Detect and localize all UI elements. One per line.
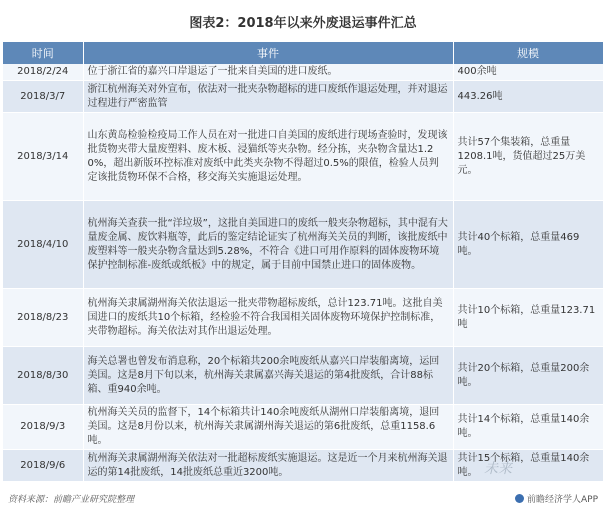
table-header-row — [3, 42, 603, 64]
cell-scale: 共计14个标箱，总重量140余吨。 — [453, 405, 603, 450]
table-row — [3, 113, 603, 201]
table-row — [3, 289, 603, 347]
cell-scale: 共计57个集装箱，总重量1208.1吨，货值超过25万美元。 — [453, 113, 603, 201]
cell-date: 2018/8/30 — [3, 347, 83, 405]
cell-scale: 443.26吨 — [453, 81, 603, 113]
table-row — [3, 450, 603, 482]
cell-date: 2018/4/10 — [3, 201, 83, 289]
header-date: 时间 — [3, 42, 83, 64]
cell-event: 杭州海关查获一批“洋垃圾”，这批自美国进口的废纸一般夹杂物超标，其中混有大量废金属、废饮料瓶等，此后的鉴定结论证实了杭州海关关员的判断，该批废纸中废塑料等一般夹杂物含量达到5.28%，不符合《进口可用作原料的固体废物环境保护控制标准-废纸或纸板》中的规定，属于目前中国禁止进口的固体废物。 — [83, 201, 453, 289]
cell-event: 杭州海关隶属湖州海关依法对一批超标废纸实施退运。这是近一个月来杭州海关退运的第14批废纸，14批废纸总重近3200吨。 — [83, 450, 453, 482]
brand-label: 前瞻经济学人APP — [526, 495, 598, 505]
watermark-logo: 未来 — [484, 461, 512, 477]
cell-date: 2018/3/7 — [3, 81, 83, 113]
source-note: 资料来源：前瞻产业研究院整理 — [8, 495, 135, 505]
cell-event: 海关总署也曾发布消息称，20个标箱共200余吨废纸从嘉兴口岸装船离境，运回美国。这是8月下旬以来，杭州海关隶属嘉兴海关退运的第4批废纸，合计88标箱、重940余吨。 — [83, 347, 453, 405]
table-row — [3, 64, 603, 81]
brand-logo-icon — [515, 494, 524, 503]
cell-date: 2018/3/14 — [3, 113, 83, 201]
cell-scale: 共计15个标箱，总重量140余吨。 — [453, 450, 603, 482]
table-row — [3, 201, 603, 289]
cell-event: 浙江杭州海关对外宣布，依法对一批夹杂物超标的进口废纸作退运处理，并对退运过程进行严密监管 — [83, 81, 453, 113]
cell-event: 杭州海关隶属湖州海关依法退运一批夹带物超标废纸，总计123.71吨。这批自美国进口的废纸共10个标箱，经检验不符合我国相关固体废物环境保护控制标准，夹带物超标。海关依法对其作出退运处理。 — [83, 289, 453, 347]
cell-scale: 400余吨 — [453, 64, 603, 81]
cell-date: 2018/9/6 — [3, 450, 83, 482]
brand-credit — [515, 492, 598, 505]
table-title: 图表2：2018年以来外废退运事件汇总 — [189, 16, 417, 31]
cell-scale: 共计40个标箱，总重量469吨。 — [453, 201, 603, 289]
cell-event: 山东黄岛检验检疫局工作人员在对一批进口自美国的废纸进行现场查验时，发现该批货物夹带大量废塑料、废木板、浸猫纸等夹杂物。经分拣，夹杂物含量达1.20%，超出新版环控标准对废纸中此类夹杂物不得超过0.5%的限值，检验人员判定该批货物环保不合格，移交海关实施退运处理。 — [83, 113, 453, 201]
cell-event: 杭州海关关员的监督下，14个标箱共计140余吨废纸从湖州口岸装船离境，退回美国。这是8月份以来，杭州海关隶属湖州海关退运的第6批废纸，总重1158.6吨。 — [83, 405, 453, 450]
header-scale: 规模 — [453, 42, 603, 64]
header-event: 事件 — [83, 42, 453, 64]
cell-scale: 共计20个标箱，总重量200余吨。 — [453, 347, 603, 405]
cell-event: 位于浙江省的嘉兴口岸退运了一批来自美国的进口废纸。 — [83, 64, 453, 81]
table-row — [3, 347, 603, 405]
cell-date: 2018/9/3 — [3, 405, 83, 450]
cell-date: 2018/8/23 — [3, 289, 83, 347]
events-table — [3, 42, 604, 482]
table-row — [3, 405, 603, 450]
table-row — [3, 81, 603, 113]
cell-date: 2018/2/24 — [3, 64, 83, 81]
cell-scale: 共计10个标箱，总重量123.71吨 — [453, 289, 603, 347]
